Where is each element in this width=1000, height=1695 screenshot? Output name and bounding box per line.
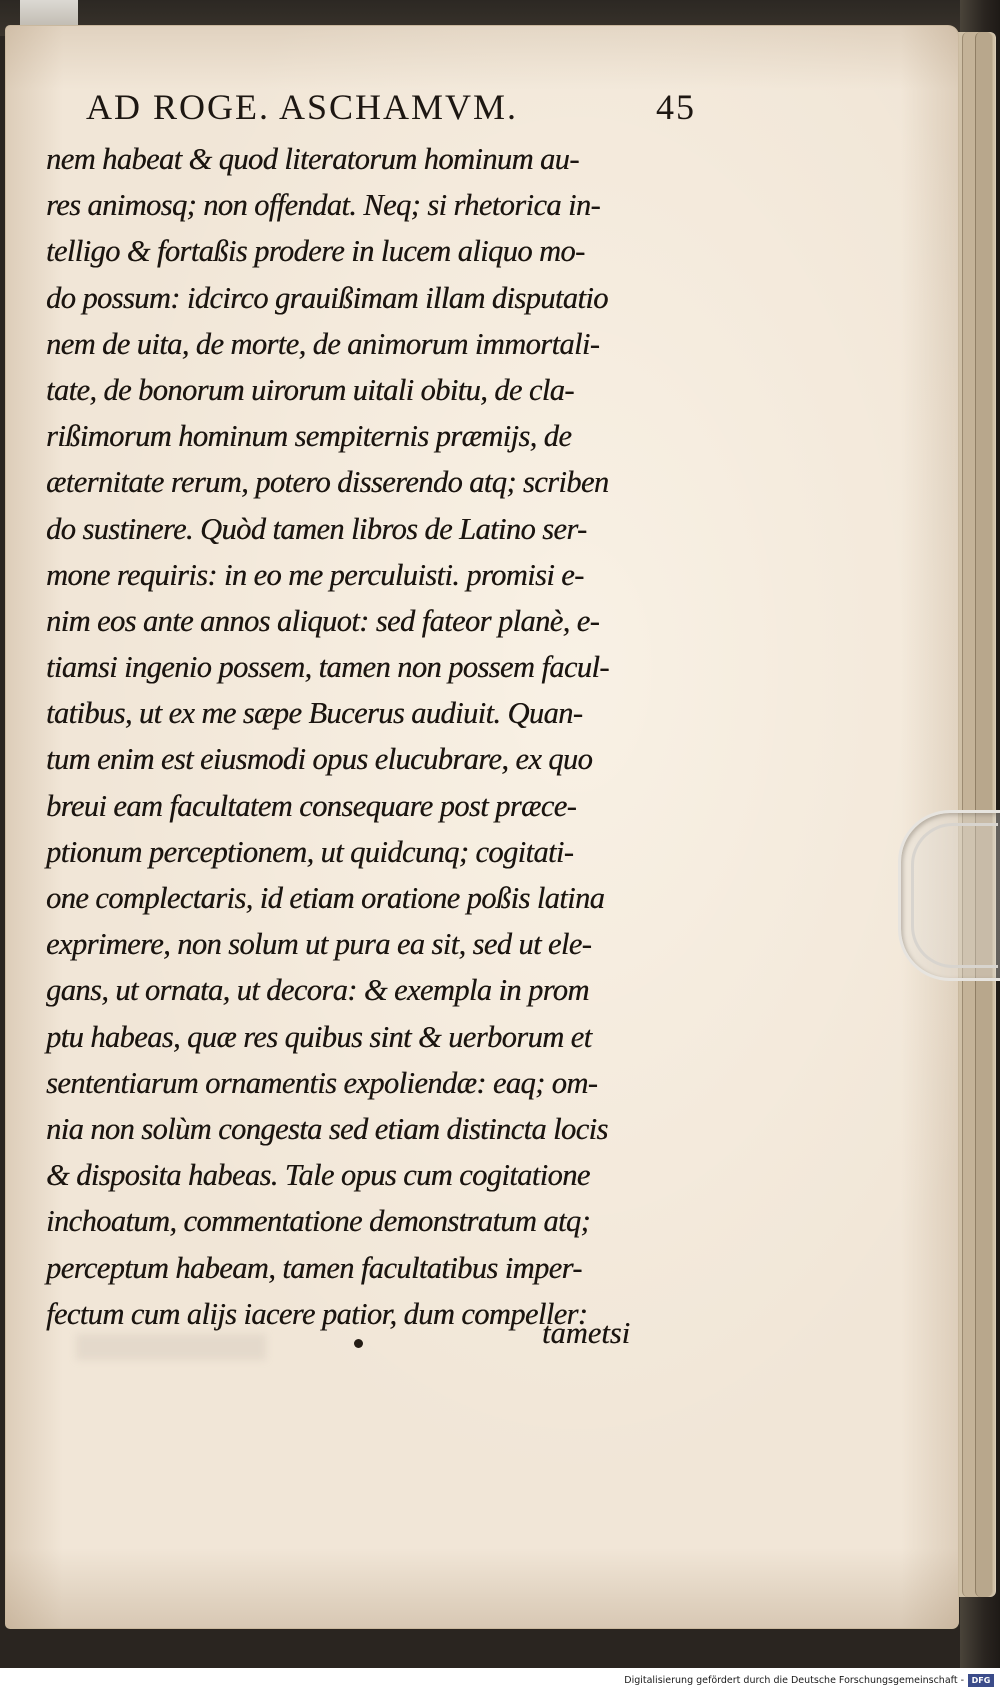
book-page — [6, 26, 958, 1628]
text-line: res animosq; non offendat. Neq; si rhetorica in- — [46, 188, 601, 223]
text-line: ptu habeas, quæ res quibus sint & uerborum et — [46, 1019, 592, 1054]
text-line: mone requiris: in eo me perculuisti. promisi e- — [46, 557, 584, 592]
text-line: telligo & fortaßis prodere in lucem aliquo mo- — [46, 234, 585, 269]
text-line: one complectaris, id etiam oratione poßis latina — [46, 881, 605, 915]
text-line: breui eam facultatem consequare post præce- — [46, 788, 577, 823]
text-line: nem de uita, de morte, de animorum immortali- — [46, 326, 600, 361]
dfg-logo: DFG — [968, 1674, 994, 1687]
body-text — [46, 136, 706, 1337]
text-line: do possum: idcirco grauißimam illam disputatio — [46, 280, 608, 315]
text-line: & disposita habeas. Tale opus cum cogitatione — [46, 1158, 590, 1193]
text-line: tate, de bonorum uirorum uitali obitu, de cla- — [46, 372, 574, 407]
text-line: do sustinere. Quòd tamen libros de Latino ser- — [46, 511, 587, 546]
running-title: AD ROGE. ASCHAMVM. — [86, 87, 519, 127]
catchword: tametsi — [542, 1316, 631, 1350]
text-line: tiamsi ingenio possem, tamen non possem facul- — [46, 650, 609, 685]
text-line: nem habeat & quod literatorum hominum au- — [46, 142, 579, 176]
text-line: æternitate rerum, potero disserendo atq; scriben — [46, 465, 609, 500]
ink-bleed-through — [76, 1334, 266, 1360]
text-line: gans, ut ornata, ut decora: & exempla in prom — [46, 973, 589, 1008]
text-line: exprimere, non solum ut pura ea sit, sed ut ele- — [46, 927, 592, 962]
digitization-credit: Digitalisierung gefördert durch die Deutsche Forschungsgemeinschaft - — [624, 1675, 964, 1686]
text-line: tatibus, ut ex me sæpe Bucerus audiuit. Quan- — [46, 696, 583, 731]
footer-bar — [0, 1668, 1000, 1695]
text-line: sententiarum ornamentis expoliendæ: eaq; om- — [46, 1065, 598, 1100]
text-line: fectum cum alijs iacere patior, dum compeller: — [46, 1296, 588, 1331]
text-line: tum enim est eiusmodi opus elucubrare, ex quo — [46, 742, 593, 777]
page-number: 45 — [656, 87, 696, 127]
text-line: nia non solùm congesta sed etiam distincta locis — [46, 1111, 608, 1146]
text-line: inchoatum, commentatione demonstratum atq; — [46, 1204, 591, 1239]
signature-dot — [354, 1339, 363, 1348]
text-line: ptionum perceptionem, ut quidcunq; cogitati- — [46, 834, 574, 869]
text-line: perceptum habeam, tamen facultatibus imper- — [46, 1250, 582, 1285]
paper-clip-side — [898, 810, 1000, 981]
text-line: rißimorum hominum sempiternis præmijs, de — [46, 419, 572, 454]
page-header — [86, 86, 696, 130]
text-line: nim eos ante annos aliquot: sed fateor planè, e- — [46, 603, 600, 638]
